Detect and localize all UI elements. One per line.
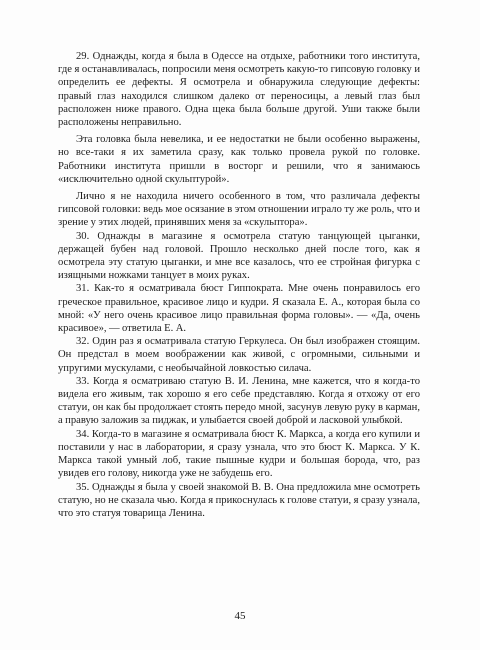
paragraph-29-conclusion: Лично я не находила ничего особенного в том, что различала дефекты гипсовой головки: ведь мое осязание в этом отношении играло ту же роль, что и зрение у этих людей, принявших меня за «скульптора». bbox=[58, 191, 420, 229]
paragraph-31: 31. Как-то я осматривала бюст Гиппократа. Мне очень понравилось его греческое правильное, красивое лицо и кудри. Я сказала Е. А., которая была со мной: «У него очень красивое лицо правильная форма головы». — «Да, очень красивое», — ответила Е. А. bbox=[58, 283, 420, 335]
paragraph-34: 34. Когда-то в магазине я осматривала бюст К. Маркса, а когда его купили и поставили у нас в лаборатории, я сразу узнала, что это бюст К. Маркса. У К. Маркса такой умный лоб, такие пышные кудри и большая борода, что, раз увидев его голову, никогда уже не забудешь его. bbox=[58, 428, 420, 480]
paragraph-29-continued: Эта головка была невелика, и ее недостатки не были особенно выражены, но все-таки я их заметила сразу, как только провела рукой по головке. Работники института пришли в восторг и решили, что я занимаюсь «исключительно одной скульптурой». bbox=[58, 134, 420, 185]
paragraph-30: 30. Однажды в магазине я осмотрела статую танцующей цыганки, держащей бубен над головой. Прошло несколько дней после того, как я осмотрела эту статую цыганки, и мне все казалось, что ее стройная фигурка с изящными ножками танцует в моих руках. bbox=[58, 230, 420, 282]
paragraph-29: 29. Однажды, когда я была в Одессе на отдыхе, работники того института, где я останавливалась, попросили меня осмотреть какую-то гипсовую головку и определить ее дефекты. Я осмотрела и обнаружила следующие дефекты: правый глаз находился слишком далеко от переносицы, а левый глаз был расположен ниже правого. Одна щека была больше другой. Уши также были расположены неправильно. bbox=[58, 51, 420, 129]
text-block bbox=[58, 50, 420, 520]
paragraph-32: 32. Один раз я осматривала статую Геркулеса. Он был изображен стоящим. Он предстал в моем воображении как живой, с огромными, сильными и упругими мускулами, с необычайной ловкостью силача. bbox=[58, 336, 420, 374]
page-number: 45 bbox=[234, 610, 246, 622]
paragraph-35: 35. Однажды я была у своей знакомой В. В. Она предложила мне осмотреть статую, но не сказала чью. Когда я прикоснулась к голове статуи, я сразу узнала, что это статуя товарища Ленина. bbox=[58, 481, 420, 519]
paragraph-33: 33. Когда я осматриваю статую В. И. Ленина, мне кажется, что я когда-то видела его живым, так хорошо я его себе представляю. Когда я отхожу от его статуи, он как бы продолжает стоять передо мной, засунув левую руку в карман, а правую заложив за пиджак, и улыбается своей доброй и ласковой улыбкой. bbox=[58, 375, 420, 427]
